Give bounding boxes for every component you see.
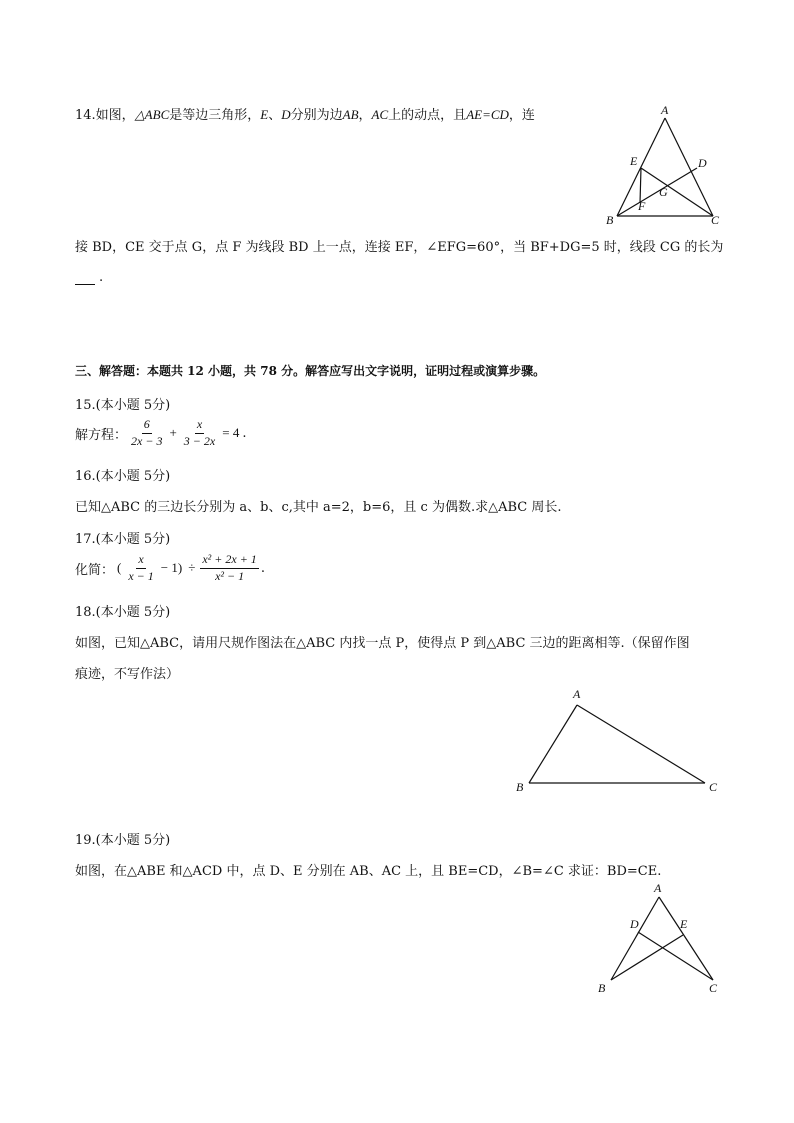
q15-frac1: $\frac{6}{2x - 3}$ <box>131 417 163 448</box>
q18-label-a: A <box>573 687 581 701</box>
q19-text: 如图，在△ABE 和△ACD 中，点 D、E 分别在 AB、AC 上，且 BE=CD，∠B=∠C 求证：BD=CE. <box>75 864 662 879</box>
q19-figure <box>590 880 730 1000</box>
q14-label-d: D <box>698 156 707 170</box>
q19-side-ac <box>659 897 713 980</box>
q18-side-ac <box>577 705 705 783</box>
q16-title: 16.(本小题 5分) <box>75 469 171 484</box>
q18-side-ab <box>529 705 577 783</box>
q14-label-c: C <box>711 213 720 227</box>
q15-title: 15.(本小题 5分) <box>75 398 171 413</box>
q14-answer-line: . <box>75 270 103 285</box>
q14-label-b: B <box>606 213 614 227</box>
q16-text: 已知△ABC 的三边长分别为 a、b、c,其中 a=2，b=6，且 c 为偶数.求△ABC 周长. <box>75 500 562 515</box>
q14-line1: 14.如图，△ABC是等边三角形，E、D分别为边AB，AC上的动点，且AE=CD，连 <box>75 107 535 123</box>
q15-frac2: $\frac{x}{3 - 2x}$ <box>183 417 216 448</box>
q14-seg-ce <box>641 168 713 216</box>
q19-label-c: C <box>709 981 718 995</box>
q17-expression: 化简： ( $\frac{x}{x - 1}$ − 1) ÷ $\frac{\text{x² + 2x + 1}}{\text{x² − 1}}$ . <box>75 552 265 583</box>
q17-title: 17.(本小题 5分) <box>75 532 171 547</box>
q19-label-a: A <box>654 881 662 895</box>
q14-label-a: A <box>661 103 669 117</box>
q15-equation: 解方程： $\frac{6}{2x - 3}$ + $\frac{x}{3 - 2x}$ = 4 . <box>75 417 247 448</box>
q19-side-ab <box>611 897 659 980</box>
q18-label-b: B <box>516 780 524 794</box>
q19-label-e: E <box>680 917 688 931</box>
q18-label-c: C <box>709 780 718 794</box>
q14-seg-ef <box>640 168 641 203</box>
q19-label-d: D <box>630 917 639 931</box>
q19-title: 19.(本小题 5分) <box>75 833 171 848</box>
q14-figure <box>600 100 735 230</box>
q19-seg-be <box>611 935 683 980</box>
q14-line2: 接 BD，CE 交于点 G，点 F 为线段 BD 上一点，连接 EF，∠EFG=60°，当 BF+DG=5 时，线段 CG 的长为 <box>75 240 724 255</box>
q17-frac2: $\frac{\text{x² + 2x + 1}}{\text{x² − 1}}$ <box>202 552 257 583</box>
q19-label-b: B <box>598 981 606 995</box>
q14-label-f: F <box>638 199 646 213</box>
answer-blank[interactable] <box>75 284 95 285</box>
q18-title: 18.(本小题 5分) <box>75 605 171 620</box>
q18-line2: 痕迹，不写作法） <box>75 667 180 682</box>
q18-line1: 如图，已知△ABC，请用尺规作图法在△ABC 内找一点 P，使得点 P 到△ABC 三边的距离相等.（保留作图 <box>75 636 690 651</box>
q14-label-g: G <box>659 185 668 199</box>
section3-header: 三、解答题：本题共 12 小题，共 78 分。解答应写出文字说明，证明过程或演算步骤。 <box>75 364 546 378</box>
q18-figure <box>510 683 730 798</box>
q14-label-e: E <box>630 154 638 168</box>
q17-frac1: $\frac{x}{x - 1}$ <box>128 552 154 583</box>
